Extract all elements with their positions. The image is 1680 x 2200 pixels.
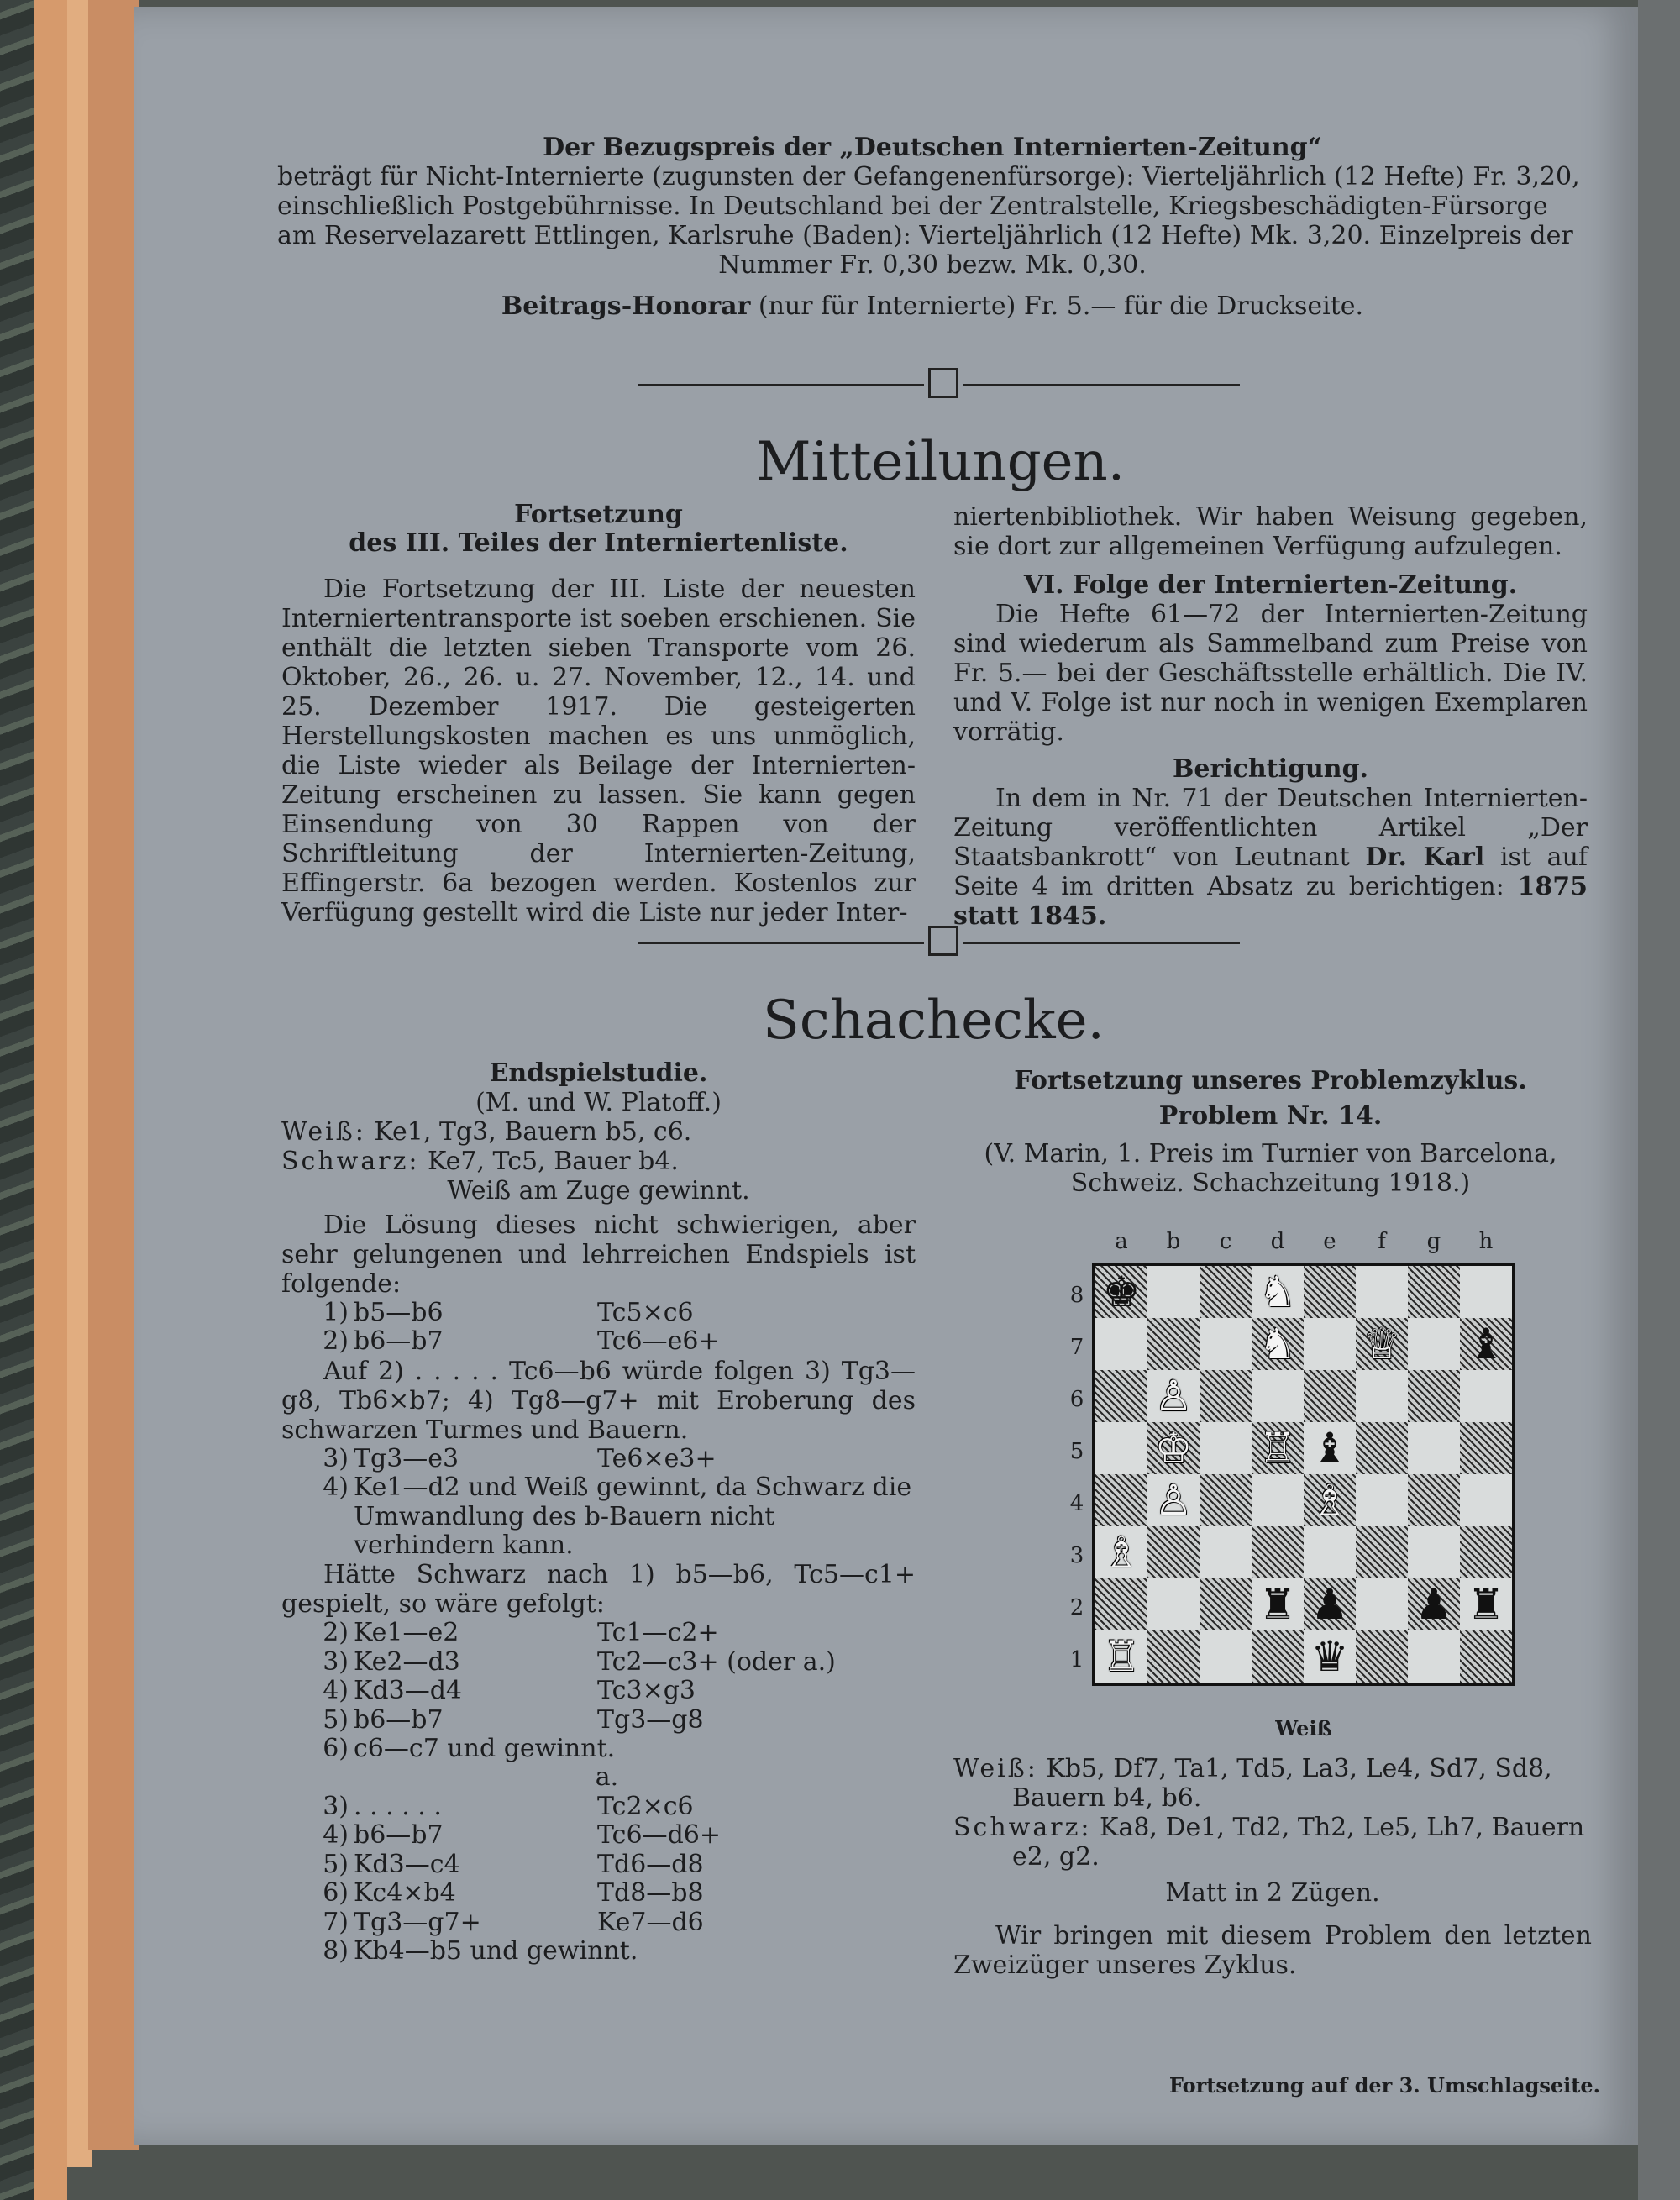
white-piece-f7: ♕ <box>1362 1320 1401 1368</box>
board-square-g3 <box>1408 1526 1460 1578</box>
folge-body: Die Hefte 61—72 der Internierten-Zeitung sind wiederum als Sammelband zum Preise von Fr. 5.— bei der Geschäftsstelle erhältlich. Die IV. und V. Folge ist nur noch in wenigen Exemplaren vorrätig. <box>953 600 1588 747</box>
chess-diagram <box>1016 1229 1505 1750</box>
white-piece-e4: ♗ <box>1310 1476 1349 1525</box>
board-square-c3 <box>1200 1526 1252 1578</box>
rank-label: 8 <box>1069 1283 1084 1308</box>
board-square-e6 <box>1304 1370 1356 1422</box>
endspiel-author: (M. und W. Platoff.) <box>475 1088 722 1117</box>
berichtigung-text: In dem in Nr. 71 der Deutschen Internierten-Zeitung veröffentlichten Artikel „Der Staatsbankrott“ von Leutnant <box>953 784 1588 872</box>
board-square-h8 <box>1460 1266 1512 1318</box>
board-square-g7 <box>1408 1318 1460 1370</box>
auf-variation: Auf 2) . . . . . Tc6—b6 würde folgen 3) Tg3—g8, Tb6×b7; 4) Tg8—g7+ mit Eroberung des schwarzen Turmes und Bauern. <box>281 1356 916 1445</box>
board-square-a5 <box>1095 1422 1147 1474</box>
berichtigung-correction: 1875 statt 1845. <box>953 872 1588 931</box>
problem-closing: Wir bringen mit diesem Problem den letzten Zweizüger unseres Zyklus. <box>953 1921 1592 1980</box>
board-square-b4 <box>1147 1474 1200 1526</box>
file-label: b <box>1166 1229 1181 1254</box>
move-row: 2) Ke1—e2 Tc1—c2+ <box>323 1618 719 1648</box>
rank-label: 2 <box>1069 1595 1084 1620</box>
endspiel-intro: Die Lösung dieses nicht schwierigen, aber sehr gelungenen und lehrreichen Endspiels ist folgende: <box>281 1210 916 1299</box>
board-square-d7 <box>1252 1318 1304 1370</box>
schachecke-title: Schachecke. <box>763 990 1105 1052</box>
page-edge <box>88 0 139 2150</box>
schach-right-column <box>953 1067 1588 1198</box>
board-square-f6 <box>1356 1370 1408 1422</box>
board-square-e8 <box>1304 1266 1356 1318</box>
black-piece-h2: ♜ <box>1467 1580 1505 1629</box>
board-square-f1 <box>1356 1630 1408 1683</box>
endspiel-task: Weiß am Zuge gewinnt. <box>447 1176 750 1205</box>
board-square-g6 <box>1408 1370 1460 1422</box>
moves-main <box>298 1299 916 1357</box>
white-pieces: Kb5, Df7, Ta1, Td5, La3, Le4, Sd7, Sd8, Bauern b4, b6. <box>1012 1754 1552 1813</box>
board-square-b5 <box>1147 1422 1200 1474</box>
move-row: 5) b6—b7 Tg3—g8 <box>323 1704 704 1735</box>
board-square-h7 <box>1460 1318 1512 1370</box>
haette-variation: Hätte Schwarz nach 1) b5—b6, Tc5—c1+ gespielt, so wäre gefolgt: <box>281 1560 916 1620</box>
white-piece-a1: ♖ <box>1102 1632 1141 1681</box>
board-square-a3 <box>1095 1526 1147 1578</box>
rank-label: 6 <box>1069 1387 1084 1412</box>
problem-white <box>953 1754 1592 1813</box>
problem-task: Matt in 2 Zügen. <box>1165 1878 1380 1908</box>
continuation-note: Fortsetzung auf der 3. Umschlagseite. <box>1168 2073 1600 2098</box>
board-square-c2 <box>1200 1578 1252 1630</box>
board-square-d1 <box>1252 1630 1304 1683</box>
board-square-d3 <box>1252 1526 1304 1578</box>
book-binding-edge <box>1638 0 1680 2200</box>
mitteilungen-left-column <box>281 501 916 927</box>
problem-black <box>953 1813 1592 1872</box>
black-piece-g2: ♟ <box>1415 1580 1453 1629</box>
bibliothek-continuation: niertenbibliothek. Wir haben Weisung gegeben, sie dort zur allgemeinen Verfügung aufzulegen. <box>953 502 1588 561</box>
move-row: 3) Tg3—e3 Te6×e3+ <box>323 1443 717 1473</box>
board-square-b1 <box>1147 1630 1200 1683</box>
board-square-f7 <box>1356 1318 1408 1370</box>
subscription-line: Nummer Fr. 0,30 bezw. Mk. 0,30. <box>718 250 1147 280</box>
white-piece-b6: ♙ <box>1154 1372 1193 1420</box>
subscription-line: einschließlich Postgebührnisse. In Deutschland bei der Zentralstelle, Kriegsbeschädigten-Fürsorge <box>277 192 1548 221</box>
board-square-a8 <box>1095 1266 1147 1318</box>
honorar-label: Beitrags-Honorar <box>501 291 751 321</box>
board-square-c7 <box>1200 1318 1252 1370</box>
black-label: Schwarz: <box>281 1147 420 1176</box>
black-label: Schwarz: <box>953 1813 1092 1842</box>
section-divider <box>638 368 1378 402</box>
white-label: Weiß: <box>281 1117 366 1147</box>
move-row: 1) b5—b6 Tc5×c6 <box>323 1298 694 1327</box>
file-label: c <box>1219 1229 1232 1254</box>
board-square-h3 <box>1460 1526 1512 1578</box>
black-piece-e1: ♛ <box>1310 1632 1349 1681</box>
page-edge <box>34 0 67 2200</box>
moves-continued <box>298 1445 916 1561</box>
move-row: 2) b6—b7 Tc6—e6+ <box>323 1326 720 1357</box>
black-piece-a8: ♚ <box>1102 1268 1141 1316</box>
board-square-a2 <box>1095 1578 1147 1630</box>
endspiel-white <box>281 1117 916 1147</box>
chess-board <box>1092 1263 1515 1686</box>
move-row: 7) Tg3—g7+ Ke7—d6 <box>323 1907 704 1937</box>
rank-label: 4 <box>1069 1491 1084 1516</box>
move-row: 4) b6—b7 Tc6—d6+ <box>323 1820 721 1851</box>
board-square-e5 <box>1304 1422 1356 1474</box>
variation-a-label: a. <box>595 1762 619 1793</box>
board-square-e1 <box>1304 1630 1356 1683</box>
file-label: f <box>1378 1229 1386 1254</box>
board-square-e3 <box>1304 1526 1356 1578</box>
white-piece-a3: ♗ <box>1102 1528 1141 1577</box>
board-square-e7 <box>1304 1318 1356 1370</box>
board-square-b3 <box>1147 1526 1200 1578</box>
board-square-d5 <box>1252 1422 1304 1474</box>
problem-source: (V. Marin, 1. Preis im Turnier von Barcelona, Schweiz. Schachzeitung 1918.) <box>984 1139 1557 1198</box>
berichtigung-text: ist auf Seite 4 im dritten Absatz zu berichtigen: <box>953 843 1588 901</box>
board-square-a4 <box>1095 1474 1147 1526</box>
folge-heading: VI. Folge der Internierten-Zeitung. <box>1023 570 1518 600</box>
board-square-g1 <box>1408 1630 1460 1683</box>
black-pieces: Ka8, De1, Td2, Th2, Le5, Lh7, Bauern e2, g2. <box>1012 1813 1585 1872</box>
board-square-g8 <box>1408 1266 1460 1318</box>
black-piece-e5: ♝ <box>1310 1424 1349 1473</box>
black-piece-d2: ♜ <box>1258 1580 1297 1629</box>
honorar-line <box>277 291 1588 321</box>
white-piece-b4: ♙ <box>1154 1476 1193 1525</box>
board-square-b2 <box>1147 1578 1200 1630</box>
board-square-c5 <box>1200 1422 1252 1474</box>
board-square-b8 <box>1147 1266 1200 1318</box>
board-square-a6 <box>1095 1370 1147 1422</box>
board-square-f3 <box>1356 1526 1408 1578</box>
file-label: h <box>1478 1229 1494 1254</box>
subscription-line: beträgt für Nicht-Internierte (zugunsten der Gefangenenfürsorge): Vierteljährlich (12 Hefte) Fr. 3,20, <box>277 162 1580 192</box>
endspiel-black <box>281 1147 916 1176</box>
board-square-b7 <box>1147 1318 1200 1370</box>
section-divider <box>638 926 1378 959</box>
berichtigung-body <box>953 784 1588 931</box>
file-label: e <box>1323 1229 1336 1254</box>
board-square-h5 <box>1460 1422 1512 1474</box>
board-square-g5 <box>1408 1422 1460 1474</box>
problem-position <box>953 1754 1592 1980</box>
page <box>134 7 1638 2145</box>
white-pieces: Ke1, Tg3, Bauern b5, c6. <box>365 1117 692 1147</box>
board-square-d6 <box>1252 1370 1304 1422</box>
mitteilungen-right-column <box>953 502 1588 931</box>
file-label: d <box>1270 1229 1285 1254</box>
board-square-f4 <box>1356 1474 1408 1526</box>
white-label: Weiß: <box>953 1754 1038 1783</box>
mitteilungen-left-heading: Fortsetzung <box>514 500 683 529</box>
board-square-f8 <box>1356 1266 1408 1318</box>
board-square-b6 <box>1147 1370 1200 1422</box>
schach-left-column <box>281 1059 916 1966</box>
subscription-block <box>277 133 1588 321</box>
board-square-f5 <box>1356 1422 1408 1474</box>
board-square-g4 <box>1408 1474 1460 1526</box>
endspiel-heading: Endspielstudie. <box>489 1058 708 1088</box>
move-row: 6) c6—c7 und gewinnt. <box>323 1734 616 1764</box>
board-square-g2 <box>1408 1578 1460 1630</box>
black-pieces: Ke7, Tc5, Bauer b4. <box>419 1147 679 1176</box>
white-piece-d8: ♞ <box>1258 1268 1297 1316</box>
honorar-text: (nur für Internierte) Fr. 5.— für die Druckseite. <box>750 291 1364 321</box>
rank-label: 3 <box>1069 1543 1084 1568</box>
mitteilungen-title: Mitteilungen. <box>756 431 1126 493</box>
move-row: 3) Ke2—d3 Tc2—c3+ (oder a.) <box>323 1646 836 1677</box>
move-row: 5) Kd3—c4 Td6—d8 <box>323 1849 704 1879</box>
berichtigung-heading: Berichtigung. <box>1173 754 1368 784</box>
file-label: g <box>1426 1229 1441 1254</box>
white-piece-b5: ♔ <box>1154 1424 1193 1473</box>
board-square-h2 <box>1460 1578 1512 1630</box>
board-square-e2 <box>1304 1578 1356 1630</box>
file-label: a <box>1115 1229 1128 1254</box>
rank-label: 7 <box>1069 1335 1084 1360</box>
board-square-d8 <box>1252 1266 1304 1318</box>
board-square-c1 <box>1200 1630 1252 1683</box>
board-square-d2 <box>1252 1578 1304 1630</box>
move-row: 4) Kd3—d4 Tc3×g3 <box>323 1676 696 1706</box>
moves-variation <box>298 1619 916 1966</box>
board-square-c4 <box>1200 1474 1252 1526</box>
board-caption: Weiß <box>1275 1716 1332 1741</box>
board-square-h4 <box>1460 1474 1512 1526</box>
white-piece-d7: ♞ <box>1258 1320 1297 1368</box>
problemzyklus-heading: Fortsetzung unseres Problemzyklus. <box>1014 1066 1527 1095</box>
board-square-a7 <box>1095 1318 1147 1370</box>
problem-number: Problem Nr. 14. <box>1158 1101 1383 1131</box>
board-square-f2 <box>1356 1578 1408 1630</box>
board-square-a1 <box>1095 1630 1147 1683</box>
move-row: 6) Kc4×b4 Td8—b8 <box>323 1878 704 1909</box>
rank-label: 1 <box>1069 1647 1084 1672</box>
subscription-line: am Reservelazarett Ettlingen, Karlsruhe (Baden): Vierteljährlich (12 Hefte) Mk. 3,20. Einzelpreis der <box>277 221 1573 250</box>
white-piece-d5: ♖ <box>1258 1424 1297 1473</box>
rank-label: 5 <box>1069 1439 1084 1464</box>
move-row: 8) Kb4—b5 und gewinnt. <box>323 1935 638 1966</box>
black-piece-e2: ♟ <box>1310 1580 1349 1629</box>
board-square-h1 <box>1460 1630 1512 1683</box>
interniertenliste-body: Die Fortsetzung der III. Liste der neuesten Interniertentransporte ist soeben erschienen. Sie enthält die letzten sieben Transporte vom 26. Oktober, 26., 26. u. 27. November, 12., 14. und 25. Dezember 1917. Die gesteigerten Herstellungskosten machen es uns unmöglich, die Liste wieder als Beilage der Internierten-Zeitung erscheinen zu lassen. Sie kann gegen Einsendung von 30 Rappen von der Schriftleitung der Internierten-Zeitung, Effingerstr. 6a bezogen werden. Kostenlos zur Verfügung gestellt wird die Liste nur jeder Inter- <box>281 575 916 927</box>
black-piece-h7: ♝ <box>1467 1320 1505 1368</box>
board-square-e4 <box>1304 1474 1356 1526</box>
mitteilungen-left-heading: des III. Teiles der Interniertenliste. <box>349 528 848 558</box>
move-row: 4) Ke1—d2 und Weiß gewinnt, da Schwarz die Umwandlung des b-Bauern nicht verhindern kann. <box>323 1473 912 1561</box>
move-row: 3) . . . . . . Tc2×c6 <box>323 1791 694 1821</box>
board-square-c8 <box>1200 1266 1252 1318</box>
board-square-h6 <box>1460 1370 1512 1422</box>
board-square-c6 <box>1200 1370 1252 1422</box>
subscription-title: Der Bezugspreis der „Deutschen Internierten-Zeitung“ <box>543 133 1322 162</box>
board-square-d4 <box>1252 1474 1304 1526</box>
berichtigung-author: Dr. Karl <box>1365 843 1485 872</box>
